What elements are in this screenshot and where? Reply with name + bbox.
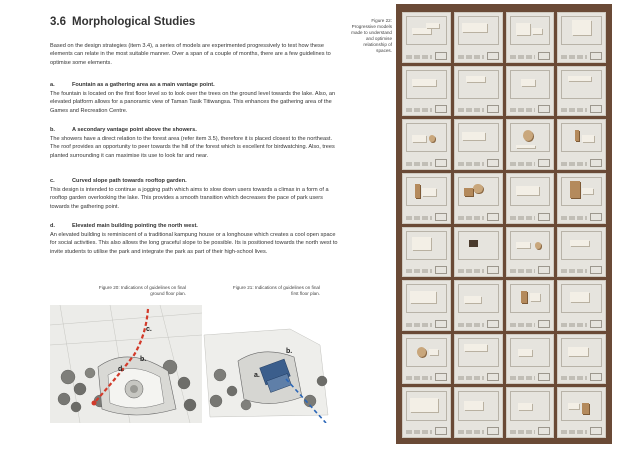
model-piece [532, 28, 541, 35]
model-card-label [510, 269, 536, 273]
model-card-stamp [487, 105, 499, 113]
model-card-stamp [435, 373, 447, 381]
model-piece [466, 76, 485, 82]
model-card [454, 387, 503, 438]
model-card-stamp [487, 427, 499, 435]
model-card-stamp [487, 266, 499, 274]
model-card [454, 119, 503, 170]
model-card [506, 173, 555, 224]
model-piece [568, 403, 579, 409]
model-piece [412, 135, 426, 142]
model-cards-grid [402, 12, 606, 438]
model-card [402, 280, 451, 331]
model-card [557, 334, 606, 385]
model-piece [464, 296, 481, 303]
model-card [454, 280, 503, 331]
model-piece [516, 145, 535, 149]
model-card-label [510, 323, 536, 327]
model-card-stamp [590, 320, 602, 328]
model-card [454, 334, 503, 385]
model-card [557, 173, 606, 224]
model-piece [464, 188, 472, 196]
model-card [454, 12, 503, 63]
model-card-label [561, 323, 587, 327]
model-card-stamp [538, 159, 550, 167]
model-piece [426, 23, 439, 28]
model-card-label [406, 108, 432, 112]
guideline-d-title [50, 222, 338, 230]
model-card [402, 387, 451, 438]
model-card-label [561, 216, 587, 220]
model-piece [572, 20, 591, 35]
model-piece [410, 291, 436, 303]
model-card [506, 119, 555, 170]
model-piece [429, 349, 438, 355]
model-card-stamp [538, 266, 550, 274]
guideline-d-heading: Elevated main building pointing the north west. [72, 223, 198, 229]
guideline-d [50, 222, 338, 256]
model-card [557, 227, 606, 278]
guideline-d-text: An elevated building is reminiscent of a traditional kampung house or a longhouse which creates a cool open space for social activities. This also allows the long graceful slope to be possible. Its is positioned towards the north west to invite students to utilise the park and integrate the park as part of their high-school lives. [50, 231, 338, 255]
model-card-sheet [561, 70, 602, 99]
guideline-c-title [50, 177, 338, 185]
plan20-label-c: c. [146, 326, 152, 333]
model-piece [410, 398, 438, 412]
model-card-label [561, 430, 587, 434]
model-card [454, 227, 503, 278]
figure-22-models-photo [396, 4, 612, 444]
model-piece [516, 23, 530, 36]
model-card-stamp [590, 373, 602, 381]
model-card-label [561, 162, 587, 166]
model-card-stamp [538, 427, 550, 435]
model-card [506, 12, 555, 63]
model-piece [582, 135, 594, 142]
model-card [557, 387, 606, 438]
model-card-stamp [435, 159, 447, 167]
model-piece [473, 184, 482, 194]
model-piece [523, 130, 533, 141]
figure-21-caption: Figure 21: Indications of guidelines on final first floor plan. [232, 285, 320, 296]
model-card [557, 280, 606, 331]
model-card-stamp [435, 427, 447, 435]
plan20-label-d: d. [118, 366, 125, 373]
model-card-label [510, 376, 536, 380]
model-card-label [561, 269, 587, 273]
guideline-c [50, 177, 338, 211]
model-card-label [458, 55, 484, 59]
model-piece [516, 186, 539, 195]
plan20-label-b: b. [140, 356, 147, 363]
model-card [506, 387, 555, 438]
model-piece [462, 132, 485, 140]
model-card-stamp [435, 52, 447, 60]
model-piece [582, 403, 589, 414]
model-piece [530, 293, 540, 301]
model-piece [464, 344, 487, 351]
model-card-label [458, 430, 484, 434]
section-heading [50, 16, 195, 28]
model-card-stamp [487, 213, 499, 221]
model-piece [570, 292, 589, 302]
model-piece [568, 76, 591, 81]
model-card-label [561, 376, 587, 380]
model-piece [516, 242, 530, 248]
guideline-a-heading: Fountain as a gathering area as a main vantage point. [72, 82, 215, 88]
model-card [506, 227, 555, 278]
model-card-label [406, 216, 432, 220]
guideline-b-letter: b. [50, 127, 55, 133]
model-card-stamp [435, 320, 447, 328]
model-piece [582, 188, 593, 194]
section-number: 3.6 [50, 16, 66, 28]
model-piece [412, 79, 435, 86]
model-card [557, 119, 606, 170]
model-card-stamp [487, 159, 499, 167]
model-card-stamp [487, 52, 499, 60]
model-card-label [458, 323, 484, 327]
model-card-stamp [435, 213, 447, 221]
intro-paragraph: Based on the design strategies (item 3.4), a series of models are experimented progressively to test how these elements can relate in the most suitable manner. Over a span of a couple of months, there are a few guidelines to optimise some elements. [50, 43, 331, 66]
model-piece [518, 349, 532, 356]
model-piece [412, 28, 431, 35]
model-piece [521, 79, 535, 86]
model-card [557, 66, 606, 117]
figure-21-first-floor-plan [190, 305, 338, 423]
model-piece [422, 188, 436, 196]
model-card [506, 334, 555, 385]
model-card-label [406, 430, 432, 434]
model-card-label [510, 108, 536, 112]
model-card-stamp [487, 373, 499, 381]
model-card-stamp [590, 159, 602, 167]
figure-20-ground-floor-plan [50, 305, 202, 423]
model-card-stamp [590, 427, 602, 435]
guideline-a-letter: a. [50, 82, 55, 88]
model-card-label [510, 430, 536, 434]
guideline-b-text: The showers have a direct relation to the forest area (refer item 3.5), therefore it is placed closest to the northeast. The roof provides an opportunity to peer towards the hill of the forest which is excellent for birdwatching. Also, trees planted surrounding it can maximise its use to look far and near. [50, 135, 335, 159]
model-card-label [406, 323, 432, 327]
model-piece [462, 23, 488, 33]
model-card-label [458, 269, 484, 273]
figure-22-caption: Figure 22: Progressive models made to understand and optimise relationship of spaces. [351, 18, 392, 53]
model-card-label [406, 269, 432, 273]
model-piece [570, 240, 589, 247]
model-card-label [458, 376, 484, 380]
guideline-a [50, 81, 338, 115]
model-card [402, 66, 451, 117]
figure-20-caption: Figure 20: Indications of guidelines on final ground floor plan. [98, 285, 186, 296]
model-card [557, 12, 606, 63]
model-card [454, 66, 503, 117]
model-piece [464, 401, 483, 411]
model-piece [469, 240, 478, 248]
model-piece [575, 130, 580, 141]
guideline-c-letter: c. [50, 178, 55, 184]
model-card [506, 280, 555, 331]
model-piece [429, 135, 436, 142]
model-card [402, 173, 451, 224]
model-card-label [458, 108, 484, 112]
model-card-stamp [487, 320, 499, 328]
model-card-stamp [590, 266, 602, 274]
model-card-label [406, 55, 432, 59]
model-card-label [406, 162, 432, 166]
model-card-stamp [435, 105, 447, 113]
section-title: Morphological Studies [72, 16, 196, 28]
model-card-sheet [406, 338, 447, 367]
guideline-a-title [50, 81, 338, 89]
guideline-c-text: This design is intended to continue a jogging path which aims to slow down users towards a climax in a form of a rooftop garden overlooking the lake. This provides a smooth transition which decreases the pace of park users towards the gathering point. [50, 186, 329, 210]
model-card-stamp [590, 52, 602, 60]
model-card-label [510, 162, 536, 166]
model-card [402, 12, 451, 63]
guideline-b-heading: A secondary vantage point above the showers. [72, 127, 197, 133]
model-piece [535, 242, 542, 249]
model-piece [570, 181, 580, 198]
model-card-sheet [458, 70, 499, 99]
model-card-stamp [435, 266, 447, 274]
guideline-b [50, 126, 338, 160]
model-piece [518, 403, 532, 410]
guideline-a-text: The fountain is located on the first floor level so to look over the trees on the ground level towards the lake. Also, an elevated platform allows for a panoramic view of Taman Tasik Titiwangsa. This enhances the gathering area of the Games and Recreation Centre. [50, 90, 336, 114]
guideline-b-title [50, 126, 338, 134]
model-piece [417, 347, 426, 357]
model-card-label [458, 216, 484, 220]
model-card-label [561, 55, 587, 59]
model-card-label [406, 376, 432, 380]
guideline-c-heading: Curved slope path towards rooftop garden. [72, 178, 187, 184]
model-card-stamp [538, 52, 550, 60]
model-piece [568, 347, 589, 356]
model-card-sheet [458, 231, 499, 260]
model-card-label [458, 162, 484, 166]
model-card-stamp [538, 373, 550, 381]
model-card-sheet [458, 338, 499, 367]
model-card-stamp [538, 213, 550, 221]
model-card [402, 227, 451, 278]
plan21-label-b: b. [286, 348, 293, 355]
model-card [506, 66, 555, 117]
model-card [454, 173, 503, 224]
model-card [402, 119, 451, 170]
model-card-label [561, 108, 587, 112]
model-card-stamp [590, 105, 602, 113]
guideline-d-letter: d. [50, 223, 55, 229]
plan21-label-a: a. [254, 372, 260, 379]
model-piece [521, 291, 528, 304]
model-card-label [510, 55, 536, 59]
model-card [402, 334, 451, 385]
model-piece [412, 237, 431, 250]
model-card-label [510, 216, 536, 220]
model-card-stamp [590, 213, 602, 221]
model-piece [415, 184, 421, 199]
model-card-stamp [538, 105, 550, 113]
model-card-stamp [538, 320, 550, 328]
